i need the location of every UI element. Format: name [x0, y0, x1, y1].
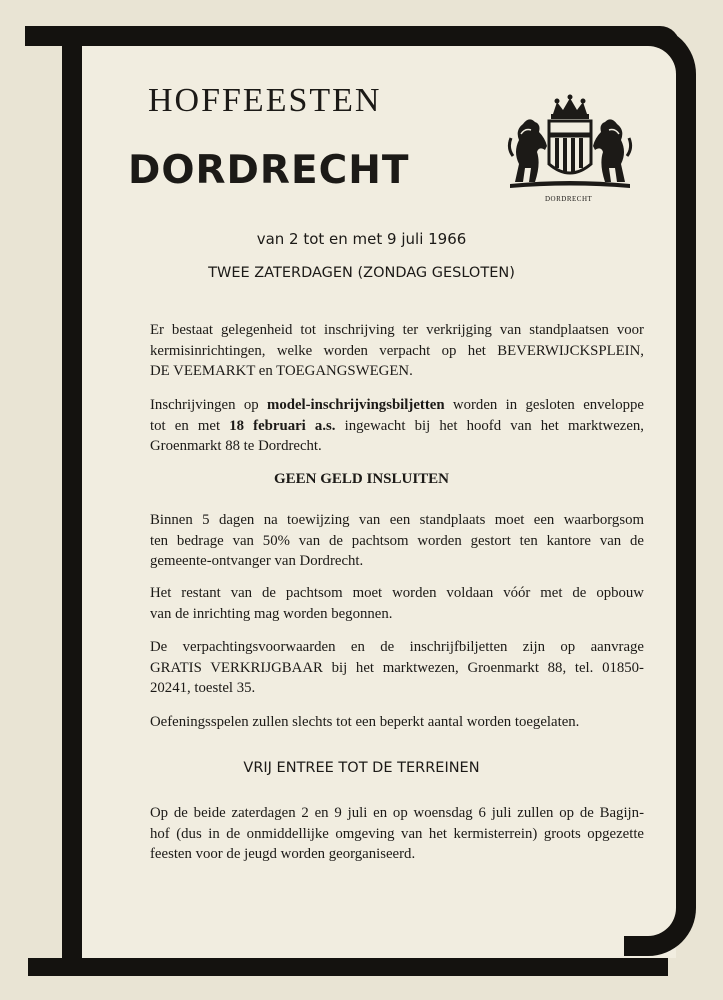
- emphasis-deadline: 18 februari a.s.: [229, 417, 336, 434]
- text-line: DE VEEMARKT en TOEGANGSWEGEN.: [150, 363, 413, 379]
- paragraph-registration: [150, 320, 644, 382]
- paragraph-youth-festivities: [150, 803, 644, 865]
- heading-free-entry: VRIJ ENTREE TOT DE TERREINEN: [243, 760, 480, 776]
- title-dordrecht: DORDRECHT: [128, 148, 410, 193]
- crest-label: DORDRECHT: [545, 195, 593, 203]
- emphasis-forms: model-inschrijvingsbiljetten: [267, 397, 445, 413]
- text-line: De verpachtingsvoorwaarden en de inschrijfbiljetten zijn op aanvrage: [150, 639, 644, 655]
- text-line: van de inrichting mag worden begonnen.: [150, 605, 393, 622]
- text-line: ten bedrage van 50% van de pachtsom worden gestort ten kantore van de: [150, 532, 644, 549]
- text-line: Op de beide zaterdagen 2 en 9 juli en op woensdag 6 juli zullen op de Bagijn-: [150, 805, 644, 821]
- text-line: kermisinrichtingen, welke worden verpacht op het BEVERWIJCKSPLEIN,: [150, 342, 644, 359]
- frame-border-bottom: [28, 958, 668, 976]
- heading-no-money: GEEN GELD INSLUITEN: [273, 471, 450, 487]
- text-line: Groenmarkt 88 te Dordrecht.: [150, 438, 322, 454]
- text-line: Het restant van de pachtsom moet worden voldaan vóór met de opbouw: [150, 585, 644, 601]
- text-line: hof (dus in de onmiddellijke omgeving van het kermisterrein) groots opgezette: [150, 825, 644, 842]
- text-line: Er bestaat gelegenheid tot inschrijving ter verkrijging van standplaatsen voor: [150, 322, 644, 338]
- text-line: Oefeningsspelen zullen slechts tot een beperkt aantal worden toegelaten.: [150, 714, 580, 730]
- text-line: feesten voor de jeugd worden georganiseerd.: [150, 846, 416, 862]
- text-line: tot en met 18 februari a.s. ingewacht bij het hoofd van het marktwezen,: [150, 417, 644, 434]
- paragraph-practice-games: [150, 712, 644, 733]
- paragraph-deposit: [150, 510, 644, 572]
- title-hoffeesten: HOFFEESTEN: [148, 82, 382, 119]
- opening-days: TWEE ZATERDAGEN (ZONDAG GESLOTEN): [208, 265, 515, 281]
- text-line: Inschrijvingen op model-inschrijvingsbiljetten worden in gesloten enveloppe: [150, 397, 644, 413]
- paragraph-forms: [150, 395, 644, 457]
- text-line: Binnen 5 dagen na toewijzing van een standplaats moet een waarborgsom: [150, 512, 644, 528]
- paragraph-remainder: [150, 583, 644, 624]
- text-line: gemeente-ontvanger van Dordrecht.: [150, 553, 364, 569]
- text-line: 20241, toestel 35.: [150, 680, 256, 696]
- frame-border-top: [25, 26, 680, 46]
- paragraph-conditions: [150, 637, 644, 699]
- date-range: van 2 tot en met 9 juli 1966: [256, 230, 467, 248]
- frame-border-left: [62, 26, 82, 971]
- text-line: GRATIS VERKRIJGBAAR bij het marktwezen, Groenmarkt 88, tel. 01850-: [150, 659, 644, 676]
- coat-of-arms-icon: [505, 94, 635, 194]
